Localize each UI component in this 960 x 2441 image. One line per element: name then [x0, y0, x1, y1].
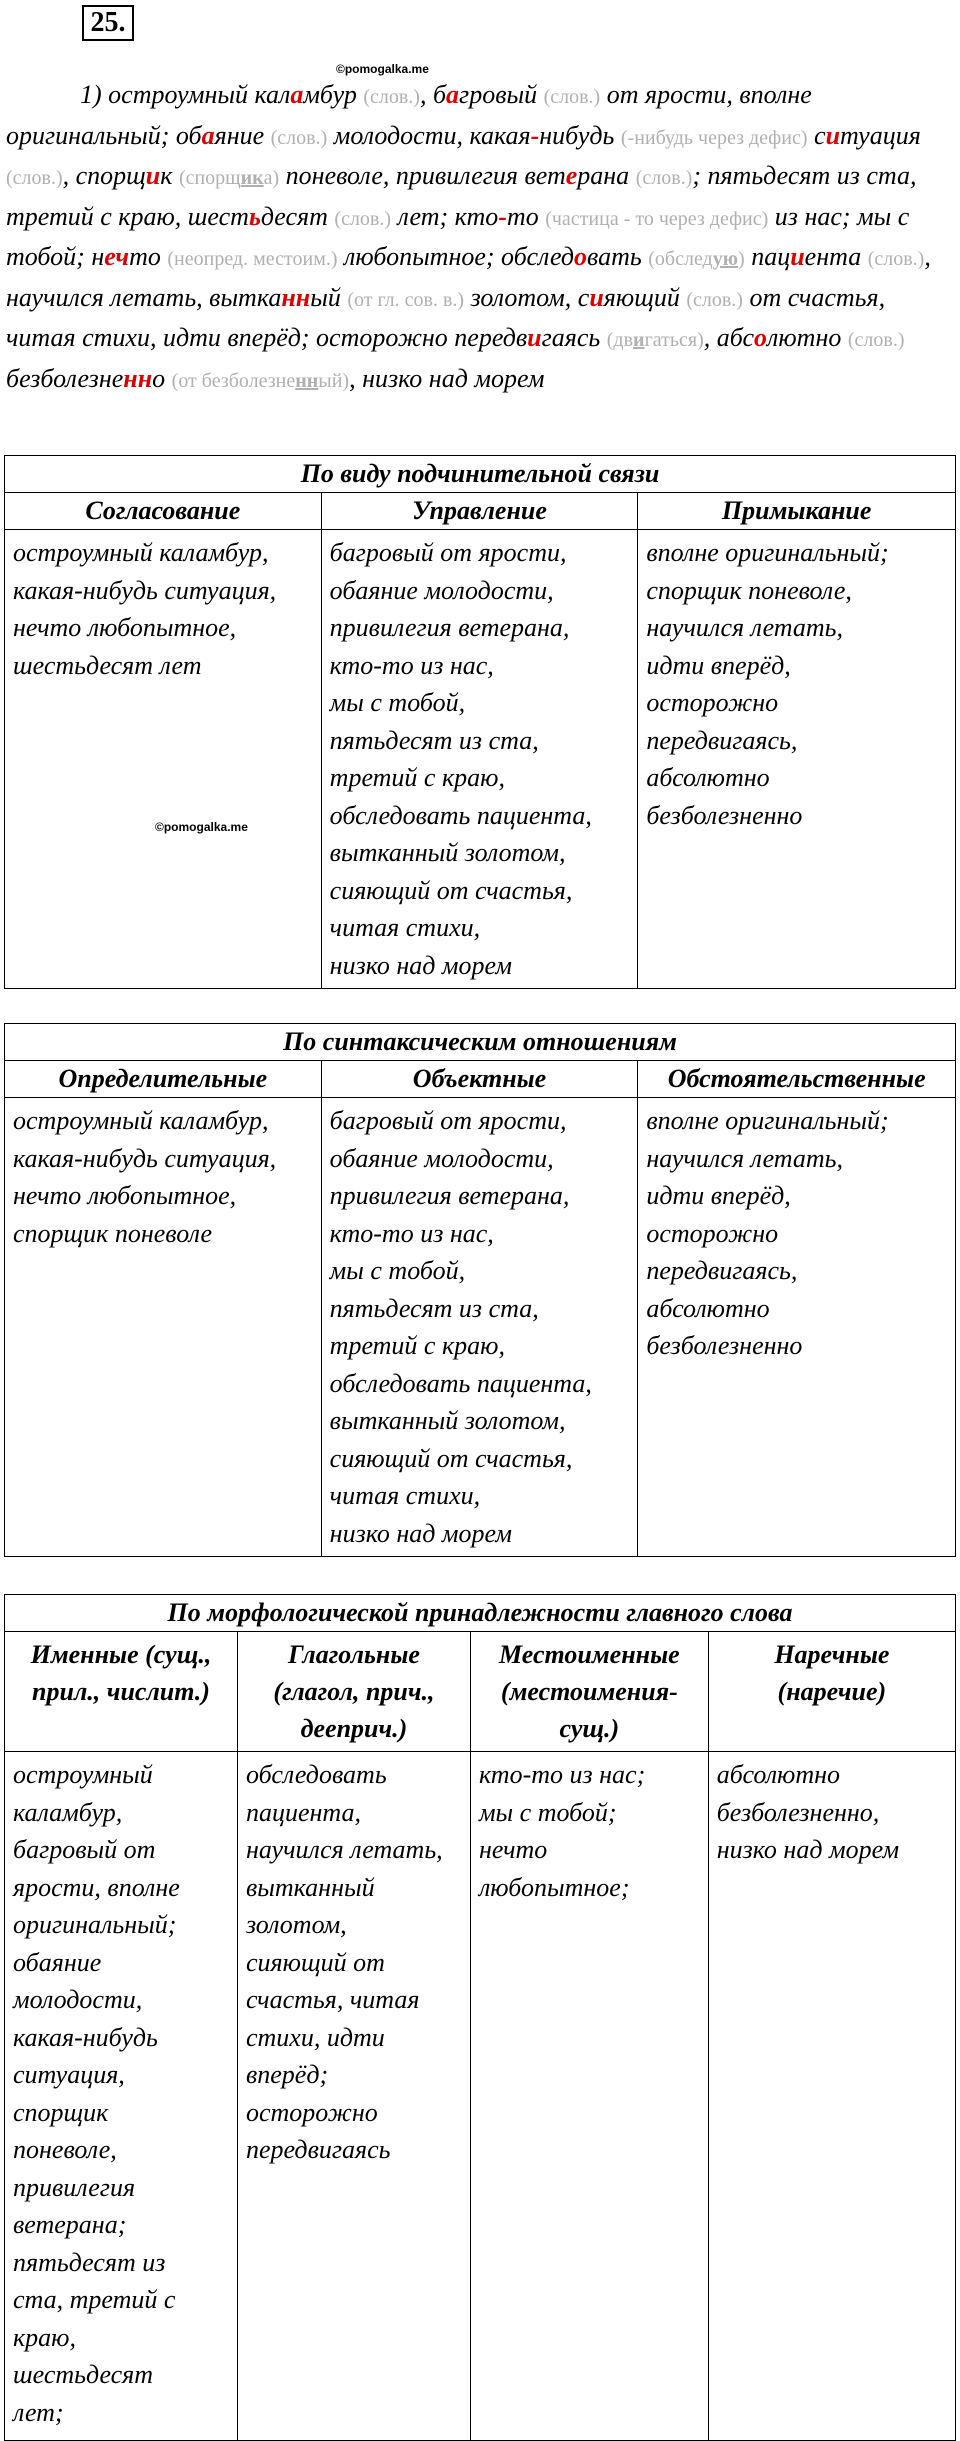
table-title: По синтаксическим отношениям: [5, 1024, 956, 1061]
text-segment: то: [506, 201, 546, 231]
cell-line: ветерана;: [13, 2210, 127, 2239]
cell-line: Именные (сущ.,: [30, 1640, 212, 1669]
cell-line: безболезненно: [646, 1331, 803, 1360]
cell-line: обследовать пациента,: [329, 800, 592, 830]
highlighted-letter: е: [565, 161, 578, 190]
gray-note: (слов.): [6, 167, 63, 189]
gray-note: нн: [295, 369, 319, 392]
text-segment: то: [129, 242, 168, 271]
cell-line: ярости, вполне: [13, 1872, 180, 1902]
cell-line: (наречие): [777, 1677, 887, 1706]
column-header: Примыкание: [638, 493, 956, 530]
cell-line: третий с краю,: [329, 1331, 505, 1360]
table-cell: [638, 530, 956, 989]
cell-line: какая-нибудь: [13, 2022, 158, 2052]
gray-note: (слов.): [847, 329, 905, 351]
text-segment: с: [807, 120, 826, 150]
text-segment: безболезне: [6, 363, 124, 393]
highlighted-letter: а: [290, 80, 304, 109]
cell-line: спорщик поневоле: [13, 1218, 213, 1248]
cell-line: обследовать пациента,: [329, 1368, 592, 1398]
table-cell: [5, 530, 322, 989]
text-segment: лет; кто: [391, 201, 499, 231]
cell-line: багровый от ярости,: [329, 538, 567, 567]
cell-line: стихи, идти: [245, 2022, 385, 2052]
column-header: [5, 1632, 238, 1752]
cell-line: сияющий от счастья,: [329, 1443, 573, 1473]
highlighted-letter: и: [589, 282, 604, 312]
gray-note: (от гл. сов. в.): [347, 288, 465, 311]
gray-note: ую: [712, 248, 739, 270]
gray-note: (слов.): [363, 86, 420, 108]
highlighted-letter: о: [754, 323, 768, 352]
gray-note: (слов.): [334, 207, 392, 230]
cell-line: мы с тобой,: [329, 688, 466, 717]
text-segment: яющий: [603, 282, 687, 312]
cell-line: обаяние молодости,: [329, 575, 554, 605]
text-segment: рана: [577, 161, 636, 190]
cell-line: золотом,: [245, 1910, 347, 1939]
gray-note: (-нибудь через дефис): [620, 126, 808, 149]
table-title: По виду подчинительной связи: [5, 456, 956, 493]
cell-line: передвигаясь,: [646, 725, 798, 755]
cell-line: низко над морем: [329, 1518, 513, 1548]
text-segment: пац: [744, 242, 791, 271]
gray-note: (спорщ: [178, 167, 241, 189]
highlighted-letter: и: [527, 323, 542, 352]
text-segment: гровый: [459, 80, 544, 109]
gray-note: (слов.): [867, 248, 925, 270]
cell-line: вполне оригинальный;: [646, 1106, 889, 1135]
cell-line: пятьдесят из: [13, 2247, 166, 2277]
cell-line: привилегия: [13, 2172, 136, 2202]
cell-line: научился летать,: [646, 1143, 844, 1173]
cell-line: счастья, читая: [245, 1985, 420, 2014]
gray-note: ый): [318, 369, 350, 392]
text-segment: , абс: [703, 323, 755, 352]
cell-line: читая стихи,: [329, 1481, 481, 1510]
cell-line: привилегия ветерана,: [329, 613, 570, 642]
column-header: Объектные: [321, 1061, 638, 1098]
text-segment: о: [152, 363, 172, 393]
cell-line: безболезненно,: [716, 1797, 880, 1827]
column-header: [237, 1632, 470, 1752]
watermark-table: ©pomogalka.me: [155, 820, 248, 834]
cell-line: осторожно: [646, 688, 779, 717]
cell-line: пятьдесят из ста,: [329, 1293, 539, 1323]
table-cell: [237, 1752, 470, 2441]
table-cell: [638, 1098, 956, 1557]
cell-line: идти вперёд,: [646, 1181, 791, 1210]
table-subordination-type: [4, 455, 956, 989]
column-header: Управление: [321, 493, 638, 530]
text-segment: нибудь: [539, 120, 621, 150]
cell-line: мы с тобой;: [478, 1797, 617, 1827]
cell-line: сияющий от счастья,: [329, 875, 573, 905]
cell-line: вытканный золотом,: [329, 838, 566, 867]
gray-note: (слов.): [686, 288, 743, 311]
highlighted-letter: и: [145, 161, 161, 190]
text-segment: лютно: [767, 323, 848, 352]
cell-line: нечто любопытное,: [13, 1181, 237, 1210]
cell-line: (глагол, прич.,: [273, 1677, 435, 1706]
highlighted-letter: и: [825, 120, 841, 150]
cell-line: какая-нибудь ситуация,: [13, 1143, 277, 1173]
watermark-top: ©pomogalka.me: [336, 62, 429, 76]
highlighted-letter: -: [530, 120, 540, 150]
cell-line: мы с тобой,: [329, 1256, 466, 1285]
table-cell: [470, 1752, 708, 2441]
cell-line: какая-нибудь ситуация,: [13, 575, 277, 605]
gray-note: (слов.): [543, 86, 601, 108]
cell-line: любопытное;: [478, 1872, 630, 1902]
text-segment: вать: [587, 242, 649, 271]
text-segment: туация: [840, 120, 921, 150]
cell-line: спорщик поневоле,: [646, 575, 852, 605]
column-header: Определительные: [5, 1061, 322, 1098]
cell-line: (местоимения-: [500, 1677, 678, 1706]
cell-line: пятьдесят из ста,: [329, 725, 539, 755]
cell-line: безболезненно: [646, 800, 803, 830]
cell-line: научился летать,: [646, 613, 844, 642]
cell-line: багровый от ярости,: [329, 1106, 567, 1135]
cell-line: вытканный золотом,: [329, 1406, 566, 1435]
highlighted-letter: ь: [248, 201, 261, 231]
cell-line: ста, третий с: [13, 2285, 176, 2314]
cell-line: ситуация,: [13, 2060, 125, 2089]
cell-line: вперёд;: [245, 2060, 329, 2089]
gray-note: (от безболезне: [171, 369, 296, 392]
column-header: [708, 1632, 955, 1752]
cell-line: обаяние: [13, 1947, 102, 1977]
text-segment: к: [160, 161, 179, 190]
cell-line: осторожно: [245, 2097, 378, 2127]
gray-note: а): [263, 167, 280, 189]
cell-line: Глагольные: [288, 1640, 420, 1669]
cell-line: шестьдесят: [13, 2360, 154, 2389]
text-segment: от ярости, вполне оригинальный; об: [6, 80, 812, 150]
table-cell: [5, 1752, 238, 2441]
highlighted-letter: нн: [281, 282, 311, 312]
column-header: Обстоятельственные: [638, 1061, 956, 1098]
cell-line: вытканный: [245, 1872, 375, 1902]
cell-line: дееприч.): [300, 1714, 408, 1743]
text-segment: , низко над морем: [349, 363, 545, 393]
cell-line: прил., числит.): [32, 1677, 210, 1706]
gray-note: (обслед: [648, 248, 713, 270]
cell-line: багровый от: [13, 1835, 156, 1864]
cell-line: кто-то из нас;: [478, 1760, 646, 1789]
cell-line: читая стихи,: [329, 913, 481, 942]
highlighted-letter: еч: [104, 242, 130, 271]
gray-note: ик: [240, 167, 264, 189]
cell-line: шестьдесят лет: [13, 650, 202, 680]
text-segment: ый: [310, 282, 348, 312]
text-segment: ; пятьдесят из ста, третий с краю, шест: [6, 161, 917, 231]
table-cell: [5, 1098, 322, 1557]
cell-line: поневоле,: [13, 2135, 117, 2164]
gray-note: гаться): [644, 329, 704, 351]
table-cell: [708, 1752, 955, 2441]
cell-line: кто-то из нас,: [329, 650, 494, 680]
cell-line: краю,: [13, 2322, 76, 2352]
cell-line: обаяние молодости,: [329, 1143, 554, 1173]
gray-note: (дв: [606, 329, 634, 351]
cell-line: третий с краю,: [329, 763, 505, 792]
table-morphological: [4, 1594, 956, 2441]
cell-line: сущ.): [559, 1714, 620, 1743]
text-segment: десят: [260, 201, 335, 231]
table-cell: [321, 1098, 638, 1557]
text-segment: ента: [804, 242, 868, 271]
highlighted-letter: -: [498, 201, 507, 231]
cell-line: Наречные: [774, 1640, 890, 1669]
highlighted-letter: а: [446, 80, 460, 109]
cell-line: низко над морем: [716, 1835, 900, 1864]
cell-line: нечто: [478, 1835, 548, 1864]
cell-line: обследовать: [245, 1760, 387, 1789]
cell-line: вполне оригинальный;: [646, 538, 889, 567]
text-segment: от счастья, читая стихи, идти вперёд; осторожно передв: [6, 282, 886, 352]
column-header: Согласование: [5, 493, 322, 530]
cell-line: научился летать,: [245, 1835, 443, 1864]
text-segment: , научился летать, вытка: [6, 242, 931, 312]
task-number: 25.: [82, 5, 134, 41]
cell-line: каламбур,: [13, 1797, 123, 1827]
cell-line: осторожно: [646, 1218, 779, 1248]
cell-line: Местоименные: [499, 1640, 680, 1669]
cell-line: передвигаясь: [245, 2135, 391, 2164]
highlighted-letter: нн: [123, 363, 153, 393]
text-segment: из нас; мы с тобой; н: [6, 201, 910, 271]
cell-line: абсолютно: [716, 1760, 841, 1789]
text-segment: молодости, какая: [327, 120, 531, 150]
table-cell: [321, 530, 638, 989]
cell-line: привилегия ветерана,: [329, 1181, 570, 1210]
cell-line: абсолютно: [646, 763, 770, 792]
cell-line: сияющий от: [245, 1947, 385, 1977]
table-title: По морфологической принадлежности главного слова: [5, 1595, 956, 1632]
text-segment: , б: [419, 80, 447, 109]
cell-line: низко над морем: [329, 950, 513, 980]
gray-note: (неопред. местоим.): [167, 248, 338, 270]
cell-line: остроумный каламбур,: [13, 538, 269, 567]
cell-line: остроумный каламбур,: [13, 1106, 269, 1135]
cell-line: лет;: [13, 2397, 64, 2427]
gray-note: и: [633, 329, 645, 351]
text-segment: золотом, с: [464, 282, 590, 312]
highlighted-letter: а: [201, 120, 215, 150]
cell-line: пациента,: [245, 1797, 362, 1827]
table-syntactic-relations: [4, 1023, 956, 1557]
cell-line: нечто любопытное,: [13, 613, 237, 642]
text-segment: , спорщ: [62, 161, 146, 190]
text-segment: любопытное; обслед: [337, 242, 575, 271]
cell-line: молодости,: [13, 1985, 143, 2014]
cell-line: идти вперёд,: [646, 650, 791, 680]
column-header: [470, 1632, 708, 1752]
text-segment: мбур: [303, 80, 364, 109]
highlighted-letter: о: [574, 242, 588, 271]
text-segment: поневоле, привилегия вет: [279, 161, 566, 190]
highlighted-letter: и: [790, 242, 805, 271]
text-segment: 1) остроумный кал: [80, 80, 291, 109]
text-segment: гаясь: [541, 323, 607, 352]
exercise-paragraph: [6, 76, 950, 400]
gray-note: (слов.): [635, 167, 693, 189]
cell-line: кто-то из нас,: [329, 1218, 494, 1248]
cell-line: оригинальный;: [13, 1910, 177, 1939]
gray-note: (слов.): [270, 126, 328, 149]
gray-note: ): [738, 248, 745, 270]
text-segment: яние: [214, 120, 271, 150]
cell-line: спорщик: [13, 2097, 109, 2127]
cell-line: абсолютно: [646, 1293, 770, 1323]
gray-note: (частица - то через дефис): [545, 207, 769, 230]
cell-line: передвигаясь,: [646, 1256, 798, 1285]
cell-line: остроумный: [13, 1760, 153, 1789]
